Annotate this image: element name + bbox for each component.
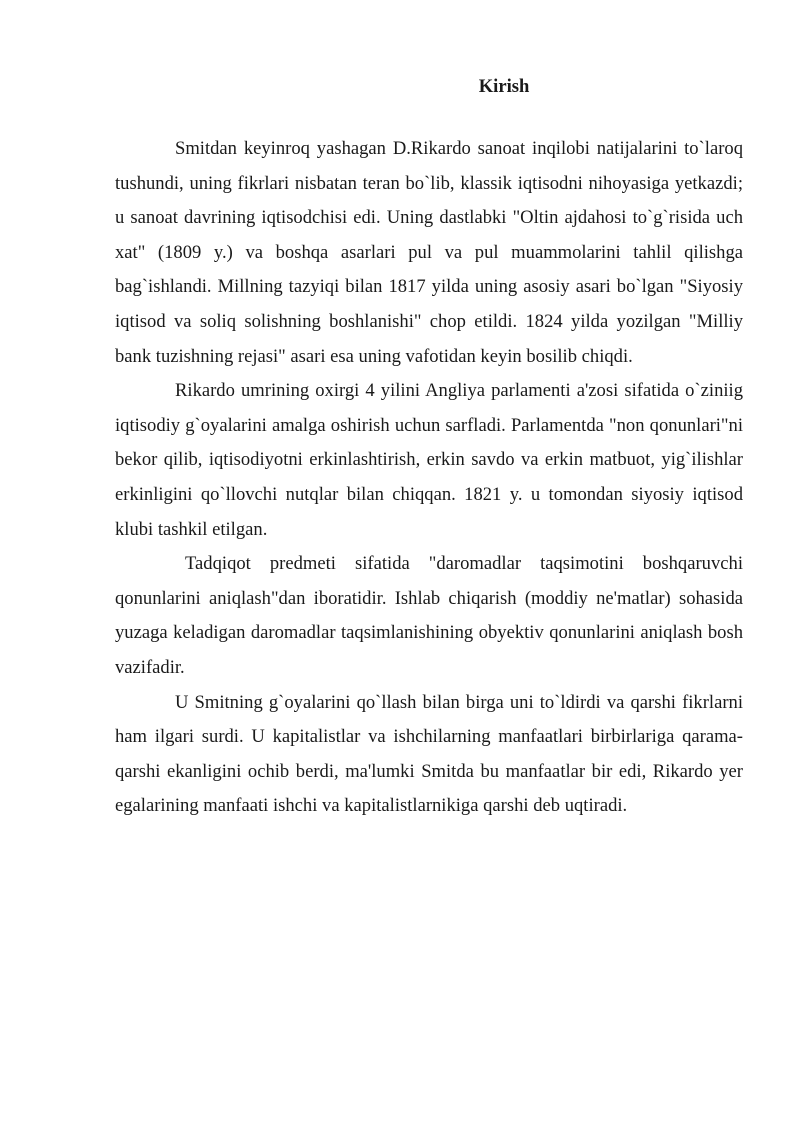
document-page	[115, 70, 743, 824]
paragraph-1: Smitdan keyinroq yashagan D.Rikardo sanoat inqilobi natijalarini to`laroq tushundi, uning fikrlari nisbatan teran bo`lib, klassik iqtisodni nihoyasiga yetkazdi; u sanoat davrining iqtisodchisi edi. Uning dastlabki "Oltin ajdahosi to`g`risida uch xat" (1809 y.) va boshqa asarlari pul va pul muammolarini tahlil qilishga bag`ishlandi. Millning tazyiqi bilan 1817 yilda uning asosiy asari bo`lgan "Siyosiy iqtisod va soliq solishning boshlanishi" chop etildi. 1824 yilda yozilgan "Milliy bank tuzishning rejasi" asari esa uning vafotidan keyin bosilib chiqdi.	[115, 138, 743, 367]
paragraph-2: Rikardo umrining oxirgi 4 yilini Angliya parlamenti a'zosi sifatida o`ziniig iqtisodiy g`oyalarini amalga oshirish uchun sarfladi. Parlamentda "non qonunlari"ni bekor qilib, iqtisodiyotni erkinlashtirish, erkin savdo va erkin matbuot, yig`ilishlar erkinligini qo`llovchi nutqlar bilan chiqqan. 1821 y. u tomondan siyosiy iqtisod klubi tashkil etilgan.	[115, 380, 743, 540]
page-title: Kirish	[478, 76, 530, 97]
paragraph-4: U Smitning g`oyalarini qo`llash bilan birga uni to`ldirdi va qarshi fikrlarni ham ilgari surdi. U kapitalistlar va ishchilarning manfaatlari birbirlariga qarama-qarshi ekanligini ochib berdi, ma'lumki Smitda bu manfaatlar bir edi, Rikardo yer egalarining manfaati ishchi va kapitalistlarnikiga qarshi deb uqtiradi.	[115, 691, 743, 817]
paragraph-3: Tadqiqot predmeti sifatida "daromadlar taqsimotini boshqaruvchi qonunlarini aniqlash"dan iboratidir. Ishlab chiqarish (moddiy ne'matlar) sohasida yuzaga keladigan daromadlar taqsimlanishining obyektiv qonunlarini aniqlash bosh vazifadir.	[115, 553, 743, 678]
